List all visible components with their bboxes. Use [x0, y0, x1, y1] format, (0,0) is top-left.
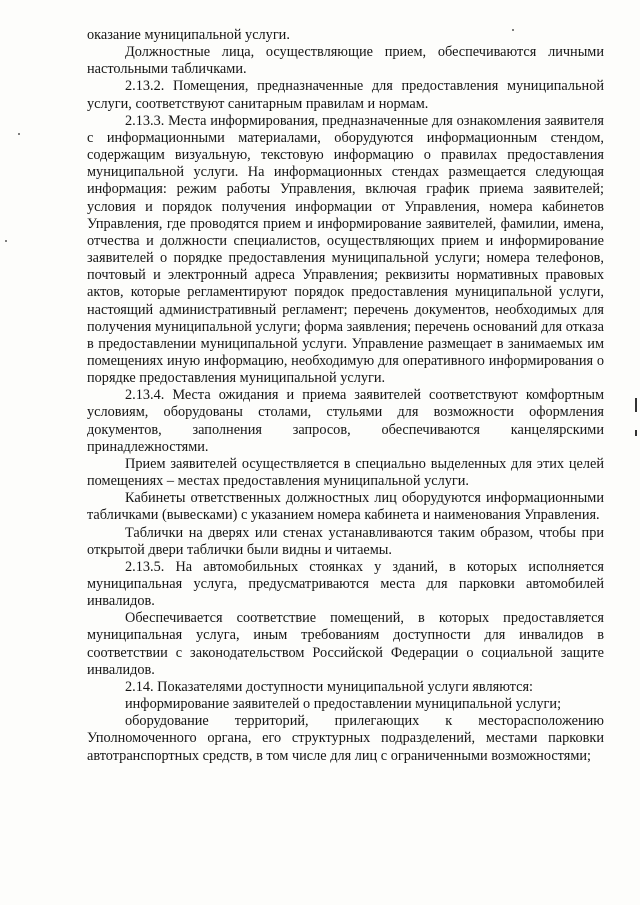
- paragraph-accessibility-compliance: Обеспечивается соответствие помещений, в которых предоставляется муниципальная услуга, иным требованиям доступности для инвалидов в соответствии с законодательством Российской Федерации о социальной защите инвалидов.: [87, 610, 604, 678]
- paragraph-nameplates: Должностные лица, осуществляющие прием, обеспечиваются личными настольными табличками.: [87, 44, 604, 78]
- paragraph-reception: Прием заявителей осуществляется в специально выделенных для этих целей помещениях – местах предоставления муниципальной услуги.: [87, 455, 604, 490]
- document-page: [87, 27, 604, 765]
- scan-speck: [5, 240, 7, 242]
- paragraph-signs: Таблички на дверях или стенах устанавливаются таким образом, чтобы при открытой двери таблички были видны и читаемы.: [87, 524, 604, 558]
- paragraph-2-13-2: 2.13.2. Помещения, предназначенные для предоставления муниципальной услуги, соответствуют санитарным правилам и нормам.: [87, 78, 604, 112]
- paragraph-parking-equipment: оборудование территорий, прилегающих к месторасположению Уполномоченного органа, его структурных подразделений, местами парковки автотранспортных средств, в том числе для лиц с ограниченными возможностями;: [87, 713, 604, 764]
- scan-speck: [512, 29, 514, 31]
- paragraph-2-13-5: 2.13.5. На автомобильных стоянках у зданий, в которых исполняется муниципальная услуга, предусматриваются места для парковки автомобилей инвалидов.: [87, 558, 604, 610]
- scan-speck: [18, 133, 20, 135]
- paragraph-2-13-3: 2.13.3. Места информирования, предназначенные для ознакомления заявителя с информационными материалами, оборудуются информационным стендом, содержащим визуальную, текстовую информацию о правилах предоставления муниципальной услуги. На информационных стендах размещается следующая информация: режим работы Управления, включая график приема заявителей; условия и порядок получения информации от Управления, номера кабинетов Управления, где проводятся прием и информирование заявителей, фамилии, имена, отчества и должности специалистов, осуществляющих прием и информирование заявителей о порядке предоставления муниципальной услуги; номера телефонов, почтовый и электронный адреса Управления; реквизиты нормативных правовых актов, которые регламентируют порядок предоставления муниципальной услуги, настоящий административный регламент; перечень документов, необходимых для получения муниципальной услуги; форма заявления; перечень оснований для отказа в предоставлении муниципальной услуги. Управление размещает в занимаемых им помещениях иную информацию, необходимую для оперативного информирования о порядке предоставления муниципальной услуги.: [87, 112, 604, 387]
- scan-edge-mark: [635, 398, 637, 412]
- paragraph-continuation: оказание муниципальной услуги.: [87, 27, 290, 43]
- paragraph-2-14: 2.14. Показателями доступности муниципальной услуги являются:: [125, 678, 533, 695]
- paragraph-2-13-4: 2.13.4. Места ожидания и приема заявителей соответствуют комфортным условиям, оборудованы столами, стульями для возможности оформления документов, заполнения запросов, обеспечиваются канцелярскими принадлежностями.: [87, 387, 604, 455]
- scan-edge-mark: [635, 430, 637, 436]
- paragraph-offices: Кабинеты ответственных должностных лиц оборудуются информационными табличками (вывесками) с указанием номера кабинета и наименования Управления.: [87, 490, 604, 524]
- paragraph-informing: информирование заявителей о предоставлении муниципальной услуги;: [125, 696, 562, 713]
